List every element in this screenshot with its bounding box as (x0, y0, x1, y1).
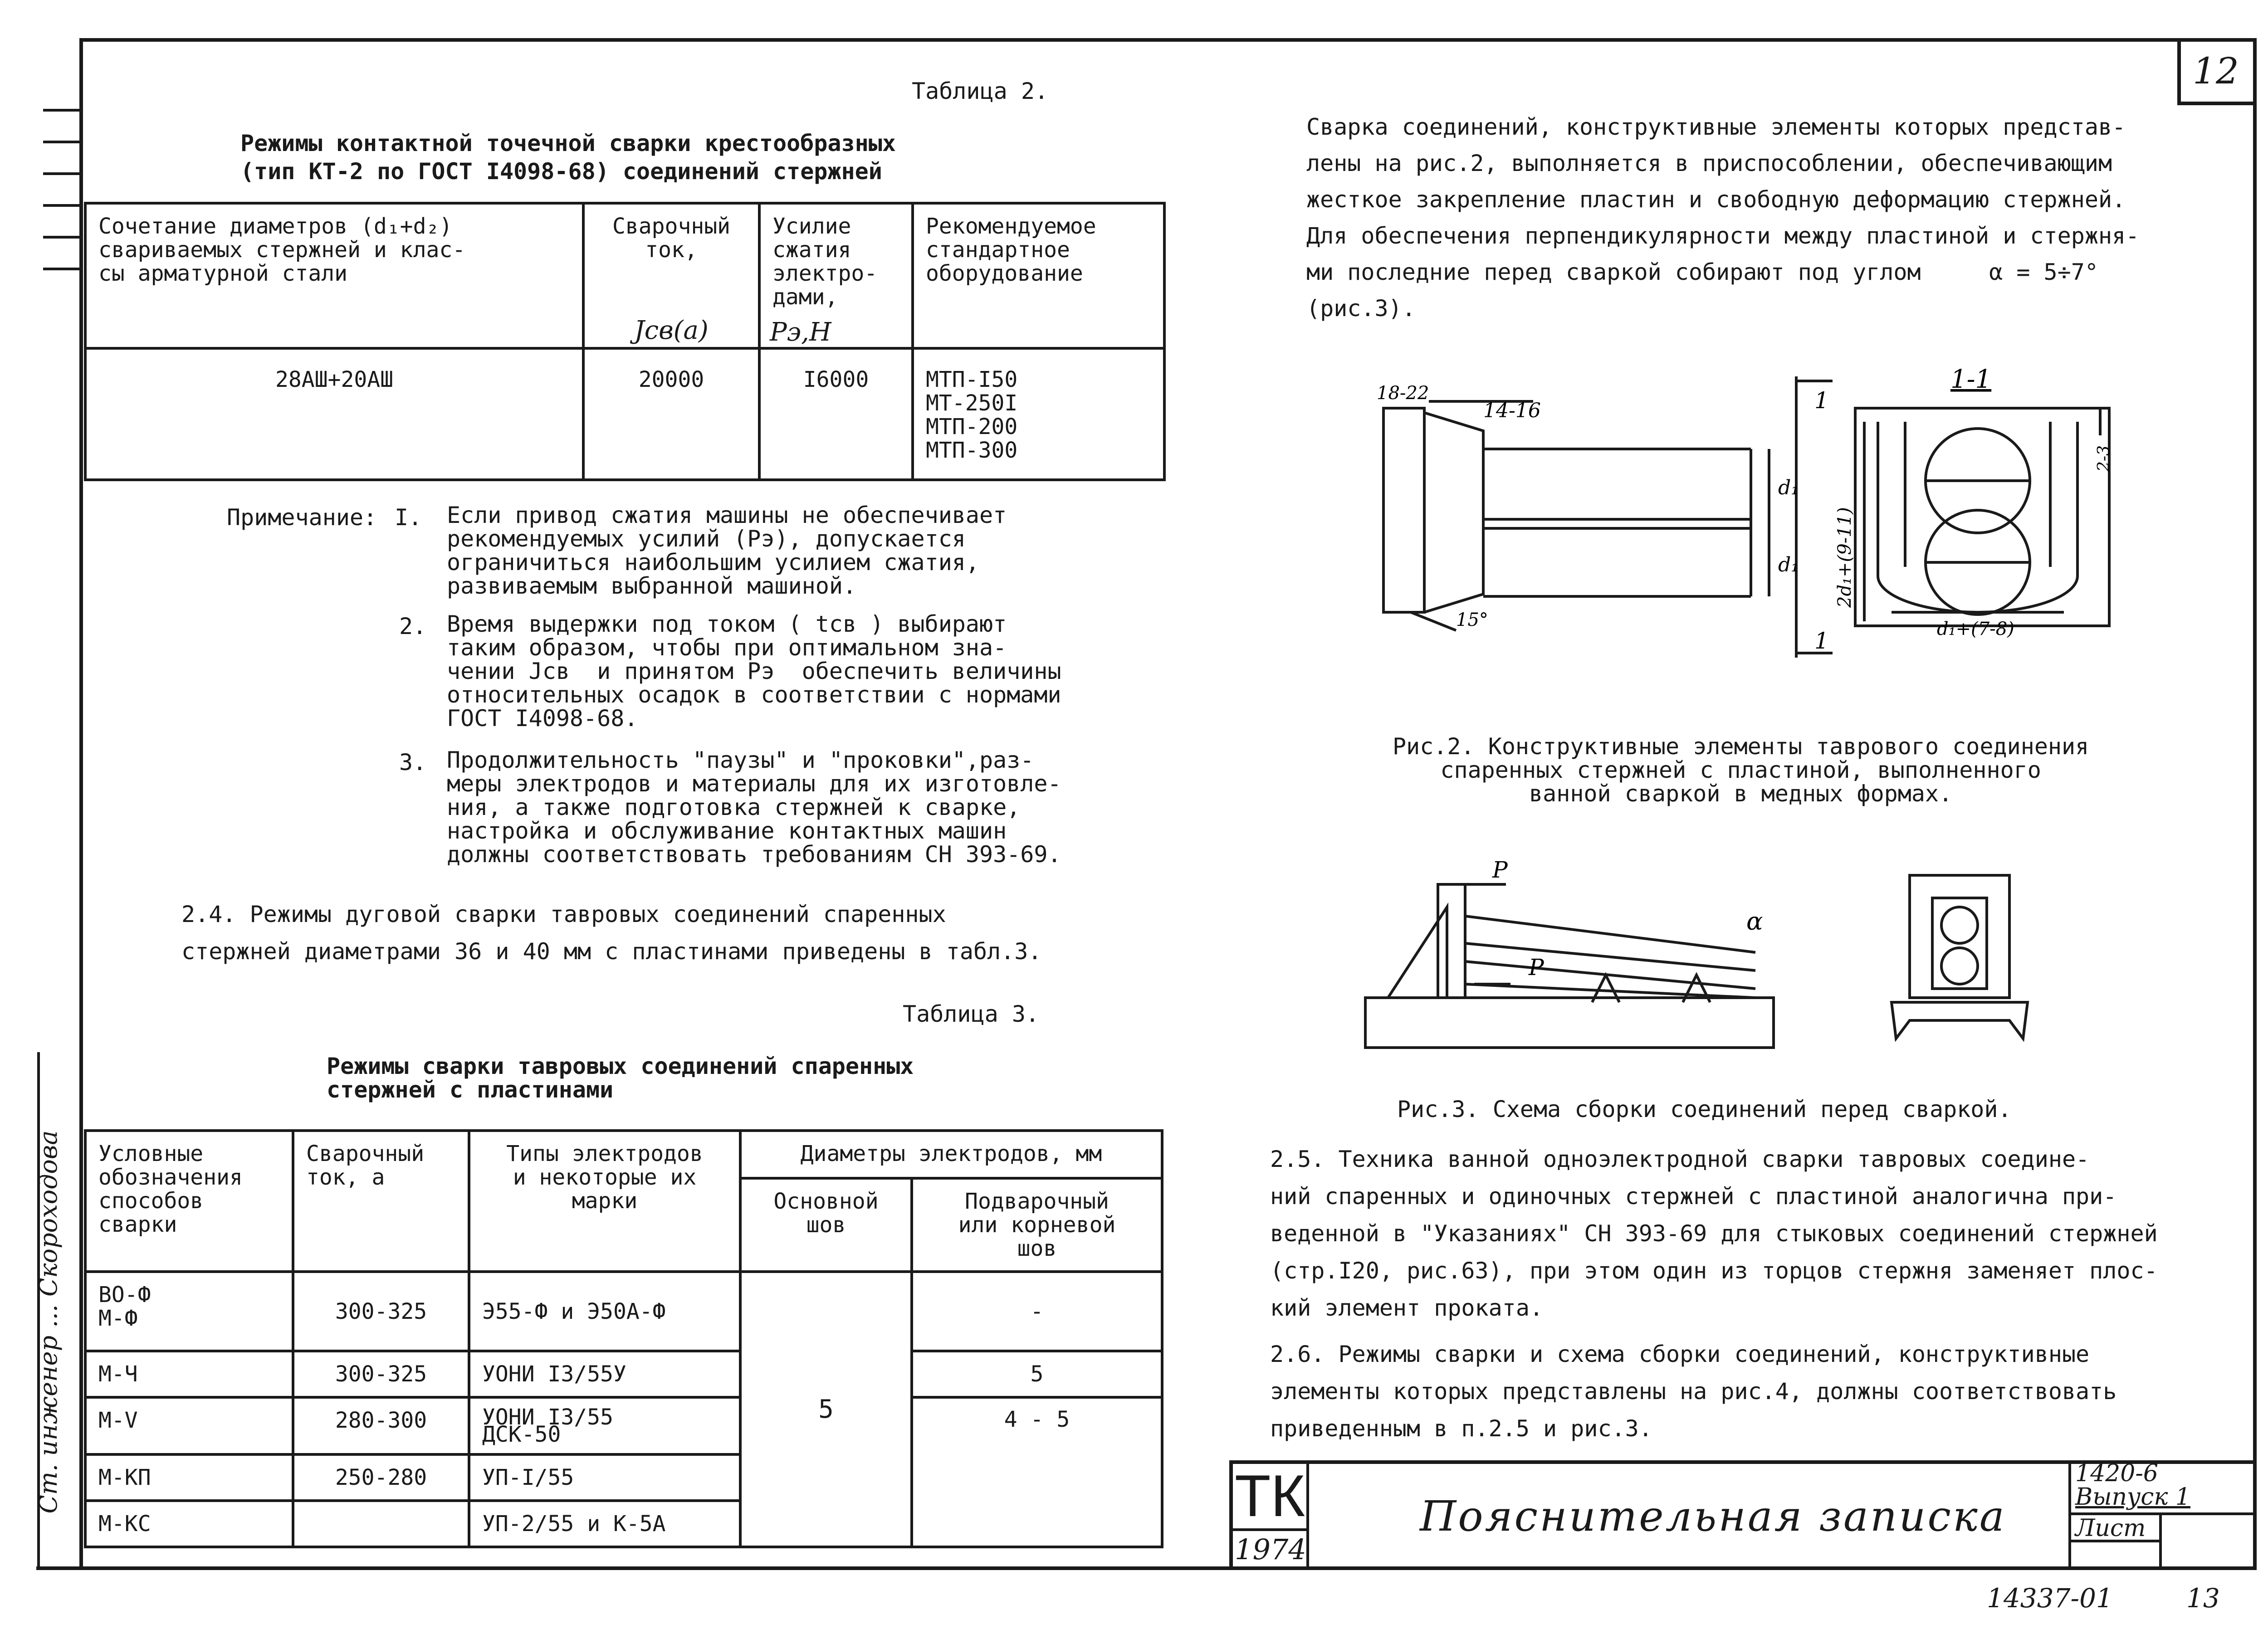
paragraph-2-5: 2.5. Техника ванной одноэлектродной сварки тавровых соедине- ний спаренных и одиночных стержней с пластиной аналогична при- веденной в "Указаниях" СН 393-69 для стыковых соединений стержней (стр.I20, рис.63), при этом один из торцов стержня заменяет плос- кий элемент проката. (1270, 1146, 2158, 1321)
fig2-plate (1383, 408, 1424, 612)
fig2-section-mold (1878, 422, 2077, 612)
paragraph-2-4: 2.4. Режимы дуговой сварки тавровых соединений спаренных стержней диаметрами 36 и 40 мм с пластинами приведены в табл.3. (181, 901, 1042, 965)
figure-3-caption: Рис.3. Схема сборки соединений перед сваркой. (1397, 1096, 2012, 1122)
table3-header-main-text: Основной шов (773, 1189, 879, 1238)
fig3-base (1365, 998, 1774, 1048)
binding-tick (43, 236, 79, 239)
stamp-code: 1420-6 (2075, 1460, 2158, 1487)
right-paragraph-1: Сварка соединений, конструктивные элементы которых представ- лены на рис.2, выполняется в приспособлении, обеспечивающим жесткое закрепление пластин и свободную деформацию стержней. Для обеспечения перпендикулярности между пластиной и стержня- ми последние перед сваркой собирают под углом α = 5÷7° (рис.3). (1306, 114, 2140, 322)
table3-cell-method: М-V (85, 1397, 293, 1454)
table2-header-row (85, 203, 1164, 348)
table2-header-force-symbol: Рэ,Н (770, 317, 831, 347)
table3-header-diam: Диаметры электродов, мм (740, 1131, 1162, 1178)
table3-title: Режимы сварки тавровых соединений спаренных стержней с пластинами (327, 1053, 914, 1103)
table2-header-current (583, 203, 759, 348)
table3-cell-method: М-КП (85, 1454, 293, 1501)
stamp-issue: Выпуск 1 (2075, 1483, 2191, 1511)
fig2-dim-a: 18-22 (1377, 383, 1429, 404)
table3-cell-current: 300-325 (293, 1272, 469, 1351)
table2-cell-equipment (913, 348, 1164, 480)
table3-cell-main-merged: 5 (740, 1272, 912, 1547)
figure-2-caption: Рис.2. Конструктивные элементы таврового соединения спаренных стержней с пластиной, выполненного ванной сваркой в медных формах. (1393, 733, 2089, 807)
table3 (84, 1129, 1163, 1548)
figure-3-drawing (1356, 857, 2173, 1066)
table3-cell-electrode: УП-2/55 и К-5А (469, 1501, 740, 1547)
table2-header-equipment (913, 203, 1164, 348)
stamp-year: 1974 (1235, 1533, 1306, 1566)
note-2-num: 2. (399, 613, 427, 639)
fig3-plate (1438, 884, 1465, 998)
fig3-side-view (1910, 875, 2009, 998)
table3-cell-electrode: УП-I/55 (469, 1454, 740, 1501)
table3-cell-current: 300-325 (293, 1351, 469, 1397)
table2-cell-force: I6000 (759, 348, 913, 480)
fig2-section-label: 1-1 (1950, 365, 1992, 394)
fig2-mark-bottom: 1 (1814, 628, 1829, 654)
note-1-text: Если привод сжатия машины не обеспечивает рекомендуемых усилий (Рэ), допускается ограничиться наибольшим усилием сжатия, развиваемым выбранной машиной. (447, 502, 1007, 599)
table2-header-equipment-text: Рекомендуемое стандартное оборудование (926, 214, 1096, 286)
note-3-num: 3. (399, 749, 427, 776)
page-number: 12 (2193, 50, 2239, 92)
outer-frame-right (2253, 38, 2257, 1570)
binding-tick (43, 268, 79, 270)
table2 (84, 202, 1166, 481)
outer-frame-top (79, 38, 2257, 42)
table-row (85, 1272, 1162, 1351)
table3-header-root-text: Подварочный или корневой шов (958, 1189, 1116, 1261)
note-3-text: Продолжительность "паузы" и "проковки",раз- меры электродов и материалы для их изготовле- ния, а также подготовка стержней к сварке, настройка и обслуживание контактных машин должны соответствовать требованиям СН 393-69. (447, 747, 1061, 868)
table3-cell-current: 280-300 (293, 1397, 469, 1454)
table3-header-method-text: Условные обозначения способов сварки (98, 1141, 243, 1237)
table3-cell-current (293, 1501, 469, 1547)
fig2-section-frame (1855, 408, 2109, 626)
binding-tick (43, 204, 79, 207)
table2-cell-combo: 28АШ+20АШ (85, 348, 583, 480)
fig2-dim-b: 14-16 (1483, 399, 1541, 422)
table3-cell-root-merged: 4 - 5 (912, 1397, 1162, 1547)
outer-frame-left (79, 38, 83, 1566)
table3-cell-method (85, 1272, 293, 1351)
table3-cell-electrode: Э55-Ф и Э50А-Ф (469, 1272, 740, 1351)
table3-header-main (740, 1178, 912, 1272)
fig2-dim-d1: d₁ (1778, 476, 1799, 499)
table3-label: Таблица 3. (903, 1001, 1040, 1027)
stamp-title: Пояснительная записка (1420, 1492, 2006, 1541)
table3-header-current (293, 1131, 469, 1272)
table3-cell-current: 250-280 (293, 1454, 469, 1501)
table2-header-combo-text: Сочетание диаметров (d₁+d₂) свариваемых стержней и клас- сы арматурной стали (98, 214, 466, 286)
title-block-divider-1 (1306, 1460, 1309, 1566)
fig2-dim-d2: d₁ (1778, 553, 1799, 576)
table3-cell-root: 5 (912, 1351, 1162, 1397)
table3-header-row (85, 1131, 1162, 1178)
table-row (85, 348, 1164, 480)
table2-header-current-symbol: Jсв(а) (634, 316, 709, 345)
fig2-weld (1424, 413, 1483, 612)
fig3-force-bottom: P (1529, 954, 1544, 980)
table2-header-combo (85, 203, 583, 348)
table2-header-force (759, 203, 913, 348)
table3-cell-method: М-Ч (85, 1351, 293, 1397)
table2-header-force-text: Усилие сжатия электро- дами, (772, 214, 878, 310)
fig2-dim-f: d₁+(7-8) (1937, 619, 2014, 639)
fig3-alpha: α (1746, 907, 1763, 936)
note-1-num: I. (395, 504, 422, 531)
table3-electrode-text: УОНИ I3/55 ДСК-50 (482, 1405, 613, 1447)
table3-cell-root: - (912, 1272, 1162, 1351)
table3-cell-method: М-КС (85, 1501, 293, 1547)
table3-header-electrode-text: Типы электродов и некоторые их марки (506, 1141, 703, 1214)
table3-header-electrode (469, 1131, 740, 1272)
fig2-mark-top: 1 (1814, 387, 1829, 414)
table3-cell-electrode (469, 1397, 740, 1454)
title-block-divider-4 (2159, 1512, 2162, 1566)
fig3-force-top: P (1492, 857, 1508, 883)
table3-header-method (85, 1131, 293, 1272)
note-2-text: Время выдержки под током ( tсв ) выбирают таким образом, чтобы при оптимальном зна- чении Jсв и принятом Рэ обеспечить величины относительных осадок в соответствии с нормами ГОСТ I4098-68. (447, 611, 1061, 732)
table3-cell-electrode: УОНИ I3/55У (469, 1351, 740, 1397)
table2-equipment-list: МТП-I50 МТ-250I МТП-200 МТП-300 (926, 367, 1018, 463)
table3-header-root (912, 1178, 1162, 1272)
table3-method-text: ВО-Ф М-Ф (98, 1282, 151, 1331)
binding-tick (43, 109, 79, 112)
table-row (85, 1351, 1162, 1397)
table2-cell-current: 20000 (583, 348, 759, 480)
table2-title: Режимы контактной точечной сварки крестообразных (тип КТ-2 по ГОСТ I4098-68) соединений стержней (240, 130, 896, 185)
table2-header-current-text: Сварочный ток, (612, 214, 731, 263)
paragraph-2-6: 2.6. Режимы сварки и схема сборки соединений, конструктивные элементы которых представлены на рис.4, должны соответствовать приведенным в п.2.5 и рис.3. (1270, 1341, 2117, 1442)
binding-tick (43, 141, 79, 143)
footer-number: 14337-01 (1987, 1583, 2113, 1614)
stamp-sheet-label: Лист (2075, 1515, 2146, 1542)
table-row (85, 1397, 1162, 1454)
binding-tick (43, 172, 79, 175)
table3-header-current-text: Сварочный ток, а (306, 1141, 425, 1190)
footer-sheet: 13 (2186, 1583, 2220, 1614)
table2-label: Таблица 2. (912, 78, 1049, 104)
stamp-org: ТК (1235, 1463, 1305, 1529)
fig2-dim-c: 15° (1456, 610, 1488, 630)
fig2-dim-e: 2d₁+(9-11) (1834, 507, 1855, 608)
margin-signature: Ст. инженер ... Скороходова (34, 1130, 63, 1514)
figure-2-drawing (1293, 358, 2268, 685)
fig2-dim-g: 2-3 (2095, 445, 2113, 472)
notes-label: Примечание: (227, 504, 377, 531)
